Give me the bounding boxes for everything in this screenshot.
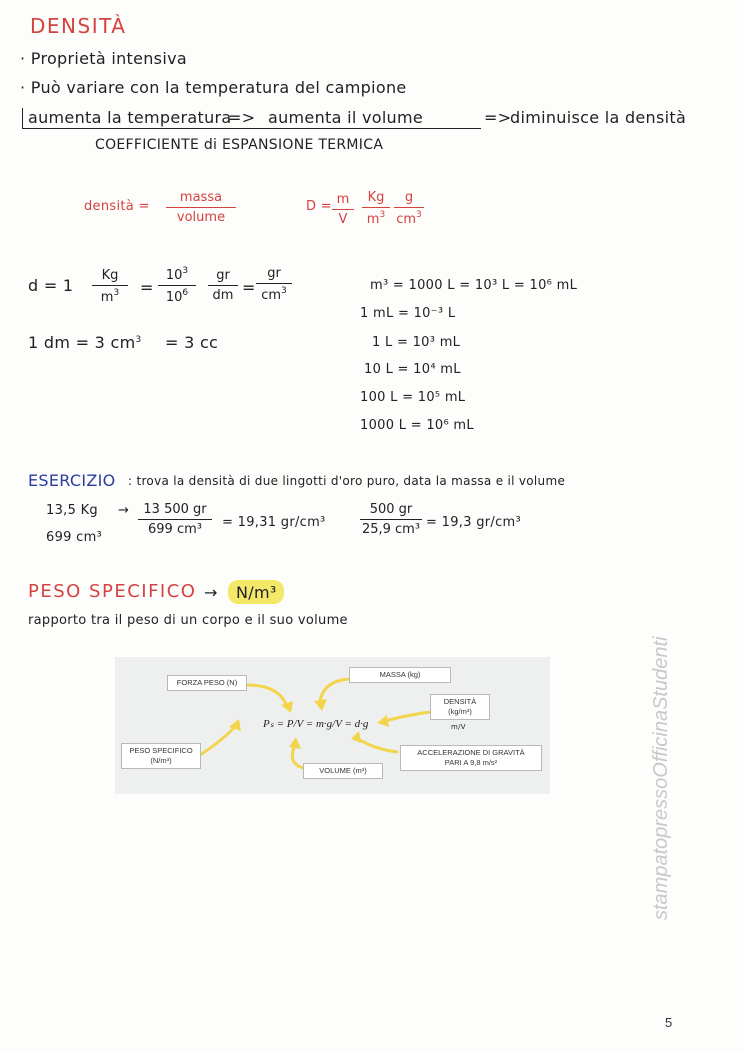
conv-ten6: 10 — [165, 290, 183, 305]
box-peso-specifico-label: PESO SPECIFICO — [129, 746, 193, 755]
watermark: stampatopressoOfficinaStudenti — [650, 636, 672, 920]
definition-den: volume — [176, 210, 226, 225]
conv-line2-text: 1 dm = 3 cm — [28, 333, 136, 352]
ex-a-vol: 699 cm³ — [46, 530, 103, 545]
relation-arrow2: => — [484, 108, 512, 127]
relation-arrow1: => — [228, 108, 256, 127]
page-number: 5 — [665, 1015, 673, 1030]
conv-d-eq: d = 1 — [28, 276, 74, 295]
conv-gr-dm — [208, 268, 238, 303]
conv-pow-fraction — [158, 266, 196, 305]
conv-cm: cm — [261, 288, 282, 303]
ex-b-fraction — [360, 502, 422, 537]
ex-a-result: = 19,31 gr/cm³ — [222, 515, 326, 530]
ex-a-num: 13 500 gr — [143, 502, 207, 517]
conv-gr: gr — [216, 268, 230, 283]
d-den: V — [338, 212, 348, 227]
conv-m-exp: 3 — [113, 288, 120, 298]
definition-num: massa — [179, 190, 223, 205]
conv-ten6-exp: 6 — [182, 288, 189, 298]
peso-desc: rapporto tra il peso di un corpo e il suo volume — [28, 613, 348, 628]
unit1-den: m — [366, 212, 380, 227]
unit1-num: Kg — [367, 190, 385, 205]
peso-arrow: → — [204, 583, 218, 602]
unit-row: 10 L = 10⁴ mL — [364, 362, 461, 377]
unit2-exp: 3 — [416, 210, 422, 220]
conv-line2-exp: 3 — [135, 335, 142, 345]
arrow-densita — [385, 712, 430, 721]
ex-a-arrow: → — [118, 503, 130, 518]
coefficient-label: COEFFICIENTE di ESPANSIONE TERMICA — [95, 137, 384, 153]
box-accelerazione-value: PARI A 9,8 m/s² — [444, 758, 498, 767]
conv-line2 — [28, 333, 142, 352]
definition-lhs: densità = — [84, 199, 150, 214]
peso-specifico-diagram — [115, 657, 550, 794]
unit-row: 100 L = 10⁵ mL — [360, 390, 466, 405]
arrow-volume — [292, 745, 303, 768]
peso-unit: N/m³ — [236, 583, 277, 602]
unit-kg-m3 — [362, 190, 390, 227]
conv-gr-cm3 — [256, 266, 292, 303]
ex-b-result: = 19,3 gr/cm³ — [426, 515, 522, 530]
relation-part1: aumenta la temperatura — [28, 108, 232, 127]
unit2-num: g — [404, 190, 414, 205]
conv-cm-exp: 3 — [281, 286, 287, 296]
densita-note: m/V — [451, 723, 466, 731]
ex-b-num: 500 gr — [369, 502, 413, 517]
unit1-exp: 3 — [379, 210, 386, 220]
unit-row: 1000 L = 10⁶ mL — [360, 418, 474, 433]
exercise-label: ESERCIZIO — [28, 471, 116, 490]
unit-row: 1 L = 10³ mL — [372, 335, 461, 350]
box-densita-label: DENSITÀ — [443, 697, 477, 706]
bullet-temperature: · Può variare con la temperatura del campione — [20, 78, 407, 97]
unit-row: m³ = 1000 L = 10³ L = 10⁶ mL — [370, 278, 578, 293]
relation-part2: aumenta il volume — [268, 108, 424, 127]
ex-a-den: 699 cm³ — [148, 522, 202, 537]
ex-a-mass: 13,5 Kg — [46, 503, 98, 518]
box-densita-unit: (kg/m³) — [448, 707, 472, 716]
ex-b-den: 25,9 cm³ — [361, 522, 421, 537]
conv-m: m — [100, 290, 114, 305]
unit-row: 1 mL = 10⁻³ L — [360, 306, 456, 321]
box-volume: VOLUME (m³) — [303, 763, 383, 779]
peso-heading: PESO SPECIFICO — [28, 581, 197, 602]
box-forza-peso: FORZA PESO (N) — [167, 675, 247, 691]
conv-gr-2: gr — [267, 266, 281, 281]
conv-ten3-exp: 3 — [182, 266, 189, 276]
page-title: DENSITÀ — [30, 14, 127, 38]
unit-g-cm3 — [394, 190, 424, 227]
conv-kg: Kg — [101, 268, 119, 283]
conv-eq-1: = — [140, 278, 154, 297]
arrow-peso-specifico — [200, 727, 235, 755]
conv-eq-2: = — [242, 278, 256, 297]
arrow-accelerazione — [355, 737, 397, 752]
box-peso-specifico-unit: (N/m³) — [150, 756, 172, 765]
box-accelerazione — [400, 745, 542, 771]
conv-dm: dm — [212, 288, 234, 303]
arrow-forza-peso — [247, 685, 287, 707]
box-densita — [430, 694, 490, 720]
box-massa: MASSA (kg) — [349, 667, 451, 683]
bullet-intensive: · Proprietà intensiva — [20, 49, 187, 68]
d-fraction — [332, 192, 354, 227]
d-eq: D = — [306, 199, 332, 214]
conv-ten3: 10 — [165, 268, 183, 283]
relation-part3: diminuisce la densità — [510, 108, 687, 127]
conv-line2b: = 3 cc — [165, 333, 219, 352]
ex-a-fraction — [138, 502, 212, 537]
exercise-text: : trova la densità di due lingotti d'oro puro, data la massa e il volume — [128, 474, 566, 488]
arrow-massa — [320, 679, 349, 702]
box-accelerazione-label: ACCELERAZIONE DI GRAVITÀ — [417, 748, 525, 757]
definition-fraction — [166, 190, 236, 225]
box-peso-specifico — [121, 743, 201, 769]
conv-kg-m3 — [92, 268, 128, 305]
formula: Pₛ = P/V = m·g/V = d·g — [263, 718, 369, 730]
d-num: m — [336, 192, 350, 207]
unit2-den: cm — [396, 212, 417, 227]
